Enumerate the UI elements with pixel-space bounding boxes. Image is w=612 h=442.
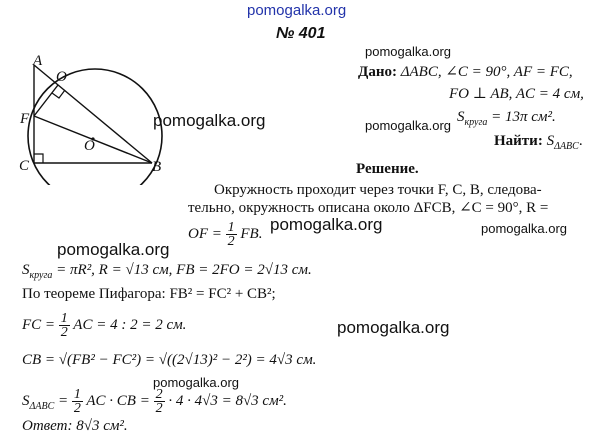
find-label: Найти: (494, 133, 543, 149)
watermark-top: pomogalka.org (247, 2, 347, 19)
area-line: $S_{\Delta ABC}$ = $\frac{1}{2}$ AC · CB = $\frac{2}{2}$ · 4 · 4√3 = 8√3 см². (22, 387, 287, 416)
solution-para2: тельно, окружность описана около ΔFCB, ∠C = 90°, R = (188, 200, 549, 216)
watermark-center: pomogalka.org (270, 215, 383, 234)
watermark-right-top: pomogalka.org (365, 44, 451, 59)
label-o-top: O (56, 69, 67, 85)
fc-line: FC = $\frac{1}{2}$ AC = 4 : 2 = 2 см. (22, 311, 187, 340)
given-line1-text: ΔABC, ∠C = 90°, AF = FC, (400, 64, 573, 80)
s-circle-line: $S_{круга} = \pi R^2$, R = √13 см, FB = 2FO = 2√13 см. (22, 262, 312, 281)
label-b: B (152, 159, 162, 175)
solution-para1: Окружность проходит через точки F, C, B, следова- (214, 182, 542, 198)
answer-value: 8√3 см². (72, 418, 128, 434)
right-angle-c (34, 154, 43, 163)
answer-line (22, 418, 128, 435)
given-line3: $S_{круга} = 13\pi$ см². (457, 109, 556, 128)
watermark-bottom: pomogalka.org (153, 375, 239, 390)
cb-line: CB = √(FB² − FC²) = √((2√13)² − 2²) = 4√3 см. (22, 352, 317, 368)
watermark-right-mid: pomogalka.org (365, 118, 451, 133)
find-line: Найти: $S_{\Delta ABC}$. (494, 133, 583, 152)
answer-label: Ответ: (22, 418, 73, 434)
circle-shape (28, 69, 162, 185)
given-line2: FO ⊥ AB, AC = 4 см, (449, 86, 584, 102)
given-line1 (358, 64, 573, 81)
label-f: F (20, 111, 30, 127)
watermark-lower-center: pomogalka.org (337, 318, 450, 337)
watermark-right-low: pomogalka.org (481, 221, 567, 236)
problem-number: № 401 (276, 25, 326, 42)
solution-heading: Решение. (356, 161, 419, 177)
given-label: Дано: (358, 64, 397, 80)
watermark-left-mid: pomogalka.org (57, 240, 170, 259)
of-line: OF = $\frac{1}{2}$ FB. (188, 220, 263, 249)
label-o-center: O (84, 138, 95, 154)
label-a: A (33, 53, 43, 69)
label-c: C (19, 158, 30, 174)
watermark-center-left: pomogalka.org (153, 111, 266, 130)
pythagoras-line: По теореме Пифагора: FB² = FC² + CB²; (22, 286, 276, 302)
